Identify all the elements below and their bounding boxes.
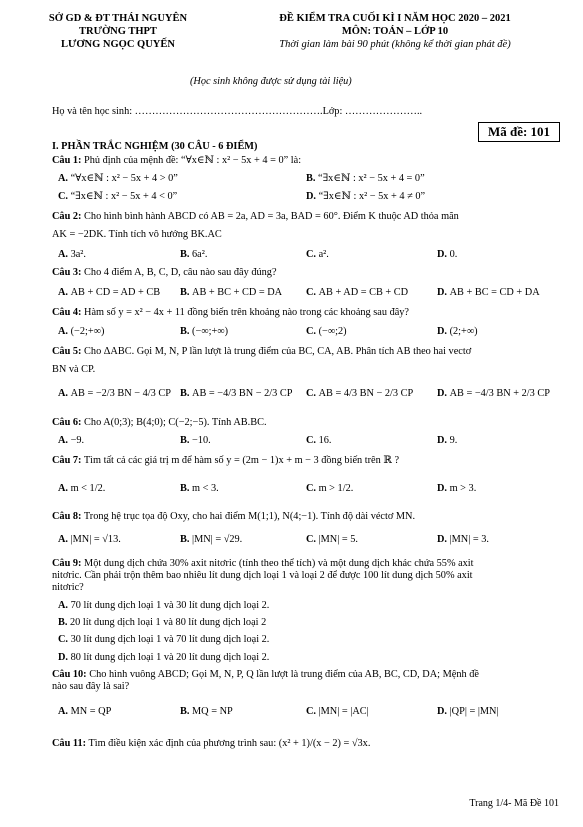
question-9-line2: nitơric. Cần phải trộn thêm bao nhiêu lít dung dịch loại 1 và loại 2 để được 100 lít dung dịch 50% axit (52, 570, 473, 581)
q1-option-d: D. “∃x∈ℕ : x² − 5x + 4 ≠ 0” (306, 191, 426, 202)
q3-option-a: A. AB + CD = AD + CB (58, 287, 161, 298)
q10-option-c: C. |MN| = |AC| (306, 706, 369, 717)
q7-option-d: D. m > 3. (437, 483, 477, 494)
q4-option-c: C. (−∞;2) (306, 326, 347, 337)
question-8: Câu 8: Trong hệ trục tọa độ Oxy, cho hai điểm M(1;1), N(4;−1). Tính độ dài véctơ MN. (52, 511, 416, 522)
q5-option-c: C. AB = 4/3 BN − 2/3 CP (306, 388, 414, 399)
page-footer: Trang 1/4- Mã Đề 101 (469, 798, 559, 809)
q1-option-c: C. “∃x∈ℕ : x² − 5x + 4 < 0” (58, 191, 178, 202)
question-9: Câu 9: Một dung dịch chứa 30% axit nitơric (tính theo thể tích) và một dung dịch khác chứa 55% axit (52, 558, 474, 569)
q9-option-d: D. 80 lít dung dịch loại 1 và 20 lít dung dịch loại 2. (58, 652, 270, 663)
question-6: Câu 6: Cho A(0;3); B(4;0); C(−2;−5). Tính AB.BC. (52, 417, 267, 428)
q6-option-b: B. −10. (180, 435, 211, 446)
q3-option-b: B. AB + BC + CD = DA (180, 287, 283, 298)
exam-code-box: Mã đề: 101 (478, 122, 560, 142)
question-2-line2: AK = −2DK. Tính tích vô hướng BK.AC (52, 229, 222, 240)
q2-option-b: B. 6a². (180, 249, 208, 260)
q6-option-d: D. 9. (437, 435, 458, 446)
q4-option-d: D. (2;+∞) (437, 326, 478, 337)
q6-option-c: C. 16. (306, 435, 332, 446)
exam-subject: MÔN: TOÁN – LỚP 10 (341, 26, 449, 37)
q10-option-b: B. MQ = NP (180, 706, 233, 717)
q5-option-d: D. AB = −4/3 BN + 2/3 CP (437, 388, 550, 399)
q8-option-d: D. |MN| = 3. (437, 534, 489, 545)
school-department: SỞ GD & ĐT THÁI NGUYÊN (48, 13, 188, 24)
question-1 (52, 155, 301, 167)
question-11: Câu 11: Tìm điều kiện xác định của phương trình sau: (x² + 1)/(x − 2) = √3x. (52, 738, 371, 749)
q3-option-c: C. AB + AD = CB + CD (306, 287, 409, 298)
question-4: Câu 4: Hàm số y = x² − 4x + 11 đồng biến trên khoảng nào trong các khoảng sau đây? (52, 307, 410, 318)
q8-option-a: A. |MN| = √13. (58, 534, 121, 545)
q9-option-b: B. 20 lít dung dịch loại 1 và 80 lít dung dịch loại 2 (58, 617, 267, 628)
exam-title: ĐỀ KIỂM TRA CUỐI KÌ I NĂM HỌC 2020 – 2021 (279, 13, 511, 24)
q9-option-a: A. 70 lít dung dịch loại 1 và 30 lít dung dịch loại 2. (58, 600, 270, 611)
question-5: Câu 5: Cho ΔABC. Gọi M, N, P lần lượt là trung điểm của BC, CA, AB. Phân tích AB theo hai vectơ (52, 346, 472, 357)
q7-option-b: B. m < 3. (180, 483, 219, 494)
q8-option-b: B. |MN| = √29. (180, 534, 243, 545)
question-3: Câu 3: Cho 4 điểm A, B, C, D, câu nào sau đây đúng? (52, 267, 277, 278)
q4-option-a: A. (−2;+∞) (58, 326, 105, 337)
q4-option-b: B. (−∞;+∞) (180, 326, 229, 337)
q10-option-a: A. MN = QP (58, 706, 112, 717)
question-9-line3: nitơric? (52, 582, 84, 593)
q3-option-d: D. AB + BC = CD + DA (437, 287, 540, 298)
question-label: Câu 1: (52, 155, 82, 166)
question-text: Phủ định của mệnh đề: “∀x∈ℕ : x² − 5x + 4 = 0” là: (84, 155, 302, 166)
question-10-line2: nào sau đây là sai? (52, 681, 130, 692)
question-10: Câu 10: Cho hình vuông ABCD; Gọi M, N, P, Q lần lượt là trung điểm của AB, BC, CD, DA; Mệnh đề (52, 669, 479, 680)
q8-option-c: C. |MN| = 5. (306, 534, 358, 545)
student-name-line: Họ và tên học sinh: ……………………………………………….Lớp: ………………….. (52, 106, 423, 117)
q2-option-c: C. a². (306, 249, 329, 260)
question-5-line2: BN và CP. (52, 364, 96, 375)
q7-option-c: C. m > 1/2. (306, 483, 354, 494)
exam-note: (Học sinh không được sử dụng tài liệu) (190, 76, 352, 87)
question-7: Câu 7: Tìm tất cả các giá trị m để hàm số y = (2m − 1)x + m − 3 đồng biến trên ℝ ? (52, 455, 400, 466)
q5-option-b: B. AB = −4/3 BN − 2/3 CP (180, 388, 293, 399)
q1-option-a: A. “∀x∈ℕ : x² − 5x + 4 > 0” (58, 173, 178, 184)
q2-option-a: A. 3a². (58, 249, 86, 260)
school-name: LƯƠNG NGỌC QUYẾN (61, 39, 175, 50)
q2-option-d: D. 0. (437, 249, 458, 260)
question-2: Câu 2: Cho hình bình hành ABCD có AB = 2a, AD = 3a, BAD = 60°. Điểm K thuộc AD thỏa mãn (52, 211, 459, 222)
section-title: I. PHẦN TRẮC NGHIỆM (30 CÂU - 6 ĐIỂM) (52, 141, 258, 152)
q9-option-c: C. 30 lít dung dịch loại 1 và 70 lít dung dịch loại 2. (58, 634, 270, 645)
exam-time: Thời gian làm bài 90 phút (không kể thời gian phát đề) (279, 39, 511, 50)
q1-option-b: B. “∃x∈ℕ : x² − 5x + 4 = 0” (306, 173, 425, 184)
school-type: TRƯỜNG THPT (79, 26, 157, 37)
q7-option-a: A. m < 1/2. (58, 483, 106, 494)
q6-option-a: A. −9. (58, 435, 85, 446)
q10-option-d: D. |QP| = |MN| (437, 706, 499, 717)
q5-option-a: A. AB = −2/3 BN − 4/3 CP (58, 388, 171, 399)
